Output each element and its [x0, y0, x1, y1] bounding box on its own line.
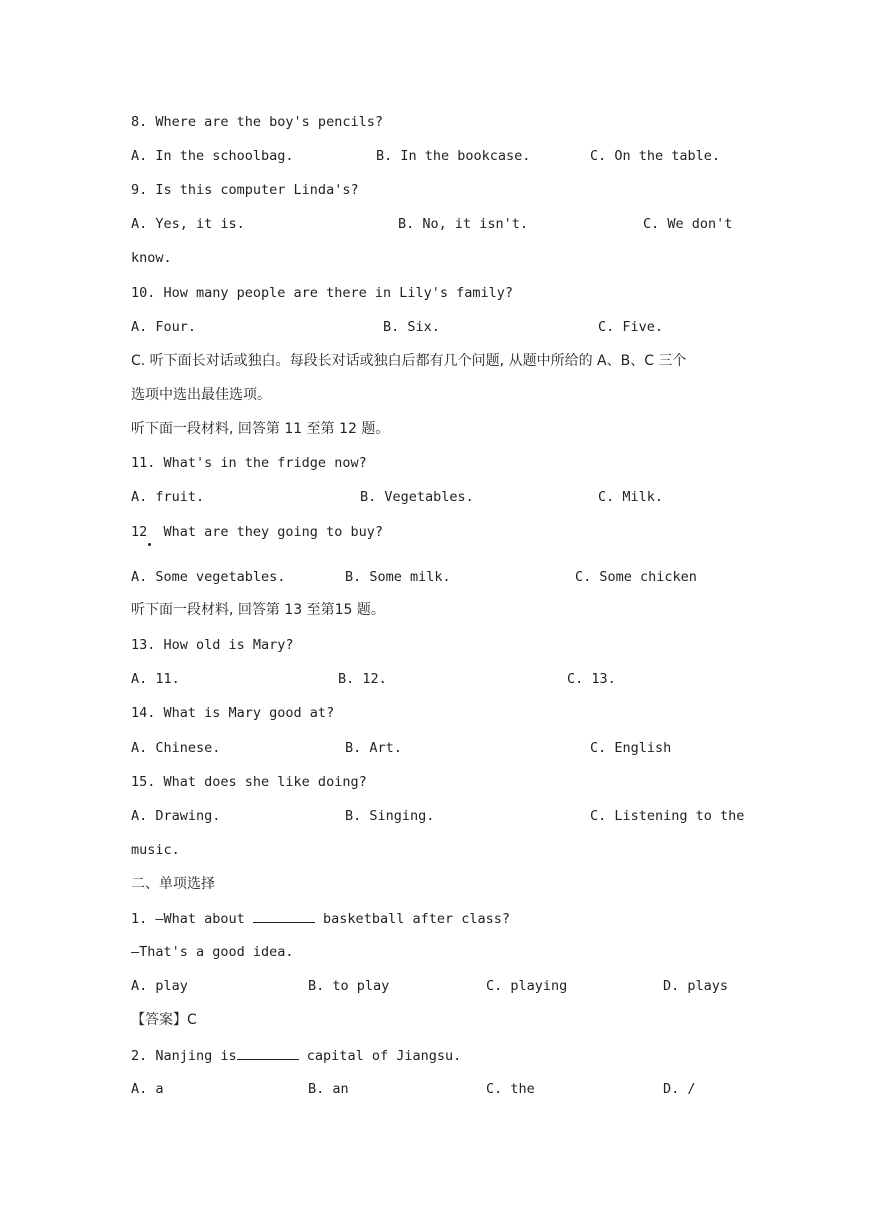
instruction-11-12: 听下面一段材料, 回答第 11 至第 12 题。: [131, 421, 390, 437]
question-15-stem: 15. What does she like doing?: [131, 774, 367, 790]
question-9-option-c: C. We don't: [643, 216, 733, 232]
question-8-option-b: B. In the bookcase.: [376, 148, 531, 164]
s2q1-option-a: A. play: [131, 978, 188, 994]
question-10-option-b: B. Six.: [383, 319, 440, 335]
question-12-option-a: A. Some vegetables.: [131, 569, 286, 585]
s2q1-answer: 【答案】C: [131, 1012, 197, 1028]
instruction-13-15: 听下面一段材料, 回答第 13 至第15 题。: [131, 602, 385, 618]
question-14-option-c: C. English: [590, 740, 672, 756]
section-2-question-1-reply: —That's a good idea.: [131, 944, 294, 960]
s2q2-stem-post: capital of Jiangsu.: [298, 1048, 462, 1064]
s2q1-option-b: B. to play: [308, 978, 390, 994]
question-12-option-b: B. Some milk.: [345, 569, 451, 585]
stray-dot: [148, 543, 151, 546]
answer-blank: [253, 909, 315, 923]
question-11-stem: 11. What's in the fridge now?: [131, 455, 367, 471]
section-c-instruction-line1: C. 听下面长对话或独白。每段长对话或独白后都有几个问题, 从题中所给的 A、B、C 三个: [131, 353, 687, 369]
question-14-option-b: B. Art.: [345, 740, 402, 756]
s2q1-option-c: C. playing: [486, 978, 568, 994]
question-8-stem: 8. Where are the boy's pencils?: [131, 114, 383, 130]
question-13-option-c: C. 13.: [567, 671, 616, 687]
section-2-question-1-stem: [131, 909, 510, 928]
question-14-option-a: A. Chinese.: [131, 740, 221, 756]
answer-blank: [237, 1046, 299, 1060]
question-15-option-b: B. Singing.: [345, 808, 435, 824]
s2q2-option-d: D. /: [663, 1081, 696, 1097]
question-15-option-c-continued: music.: [131, 842, 180, 858]
s2q1-option-d: D. plays: [663, 978, 729, 994]
s2q2-stem-pre: 2. Nanjing is: [131, 1048, 237, 1064]
question-15-option-a: A. Drawing.: [131, 808, 221, 824]
question-11-option-c: C. Milk.: [598, 489, 664, 505]
s2q2-option-b: B. an: [308, 1081, 349, 1097]
question-10-stem: 10. How many people are there in Lily's family?: [131, 285, 514, 301]
question-10-option-a: A. Four.: [131, 319, 197, 335]
question-11-option-a: A. fruit.: [131, 489, 205, 505]
s2q1-stem-pre: 1. —What about: [131, 911, 253, 927]
question-15-option-c: C. Listening to the: [590, 808, 745, 824]
s2q1-stem-post: basketball after class?: [314, 911, 510, 927]
question-9-option-b: B. No, it isn't.: [398, 216, 529, 232]
question-9-option-a: A. Yes, it is.: [131, 216, 245, 232]
question-12-option-c: C. Some chicken: [575, 569, 697, 585]
section-2-question-2-stem: [131, 1046, 461, 1065]
question-14-stem: 14. What is Mary good at?: [131, 705, 335, 721]
question-8-option-c: C. On the table.: [590, 148, 721, 164]
question-9-stem: 9. Is this computer Linda's?: [131, 182, 359, 198]
question-13-option-a: A. 11.: [131, 671, 180, 687]
question-12-stem: 12 What are they going to buy?: [131, 524, 383, 540]
question-13-option-b: B. 12.: [338, 671, 387, 687]
question-13-stem: 13. How old is Mary?: [131, 637, 294, 653]
section-2-title: 二、单项选择: [131, 876, 215, 892]
question-9-option-c-continued: know.: [131, 250, 172, 266]
question-8-option-a: A. In the schoolbag.: [131, 148, 294, 164]
s2q2-option-c: C. the: [486, 1081, 535, 1097]
question-10-option-c: C. Five.: [598, 319, 664, 335]
section-c-instruction-line2: 选项中选出最佳选项。: [131, 387, 271, 403]
s2q2-option-a: A. a: [131, 1081, 164, 1097]
question-11-option-b: B. Vegetables.: [360, 489, 474, 505]
